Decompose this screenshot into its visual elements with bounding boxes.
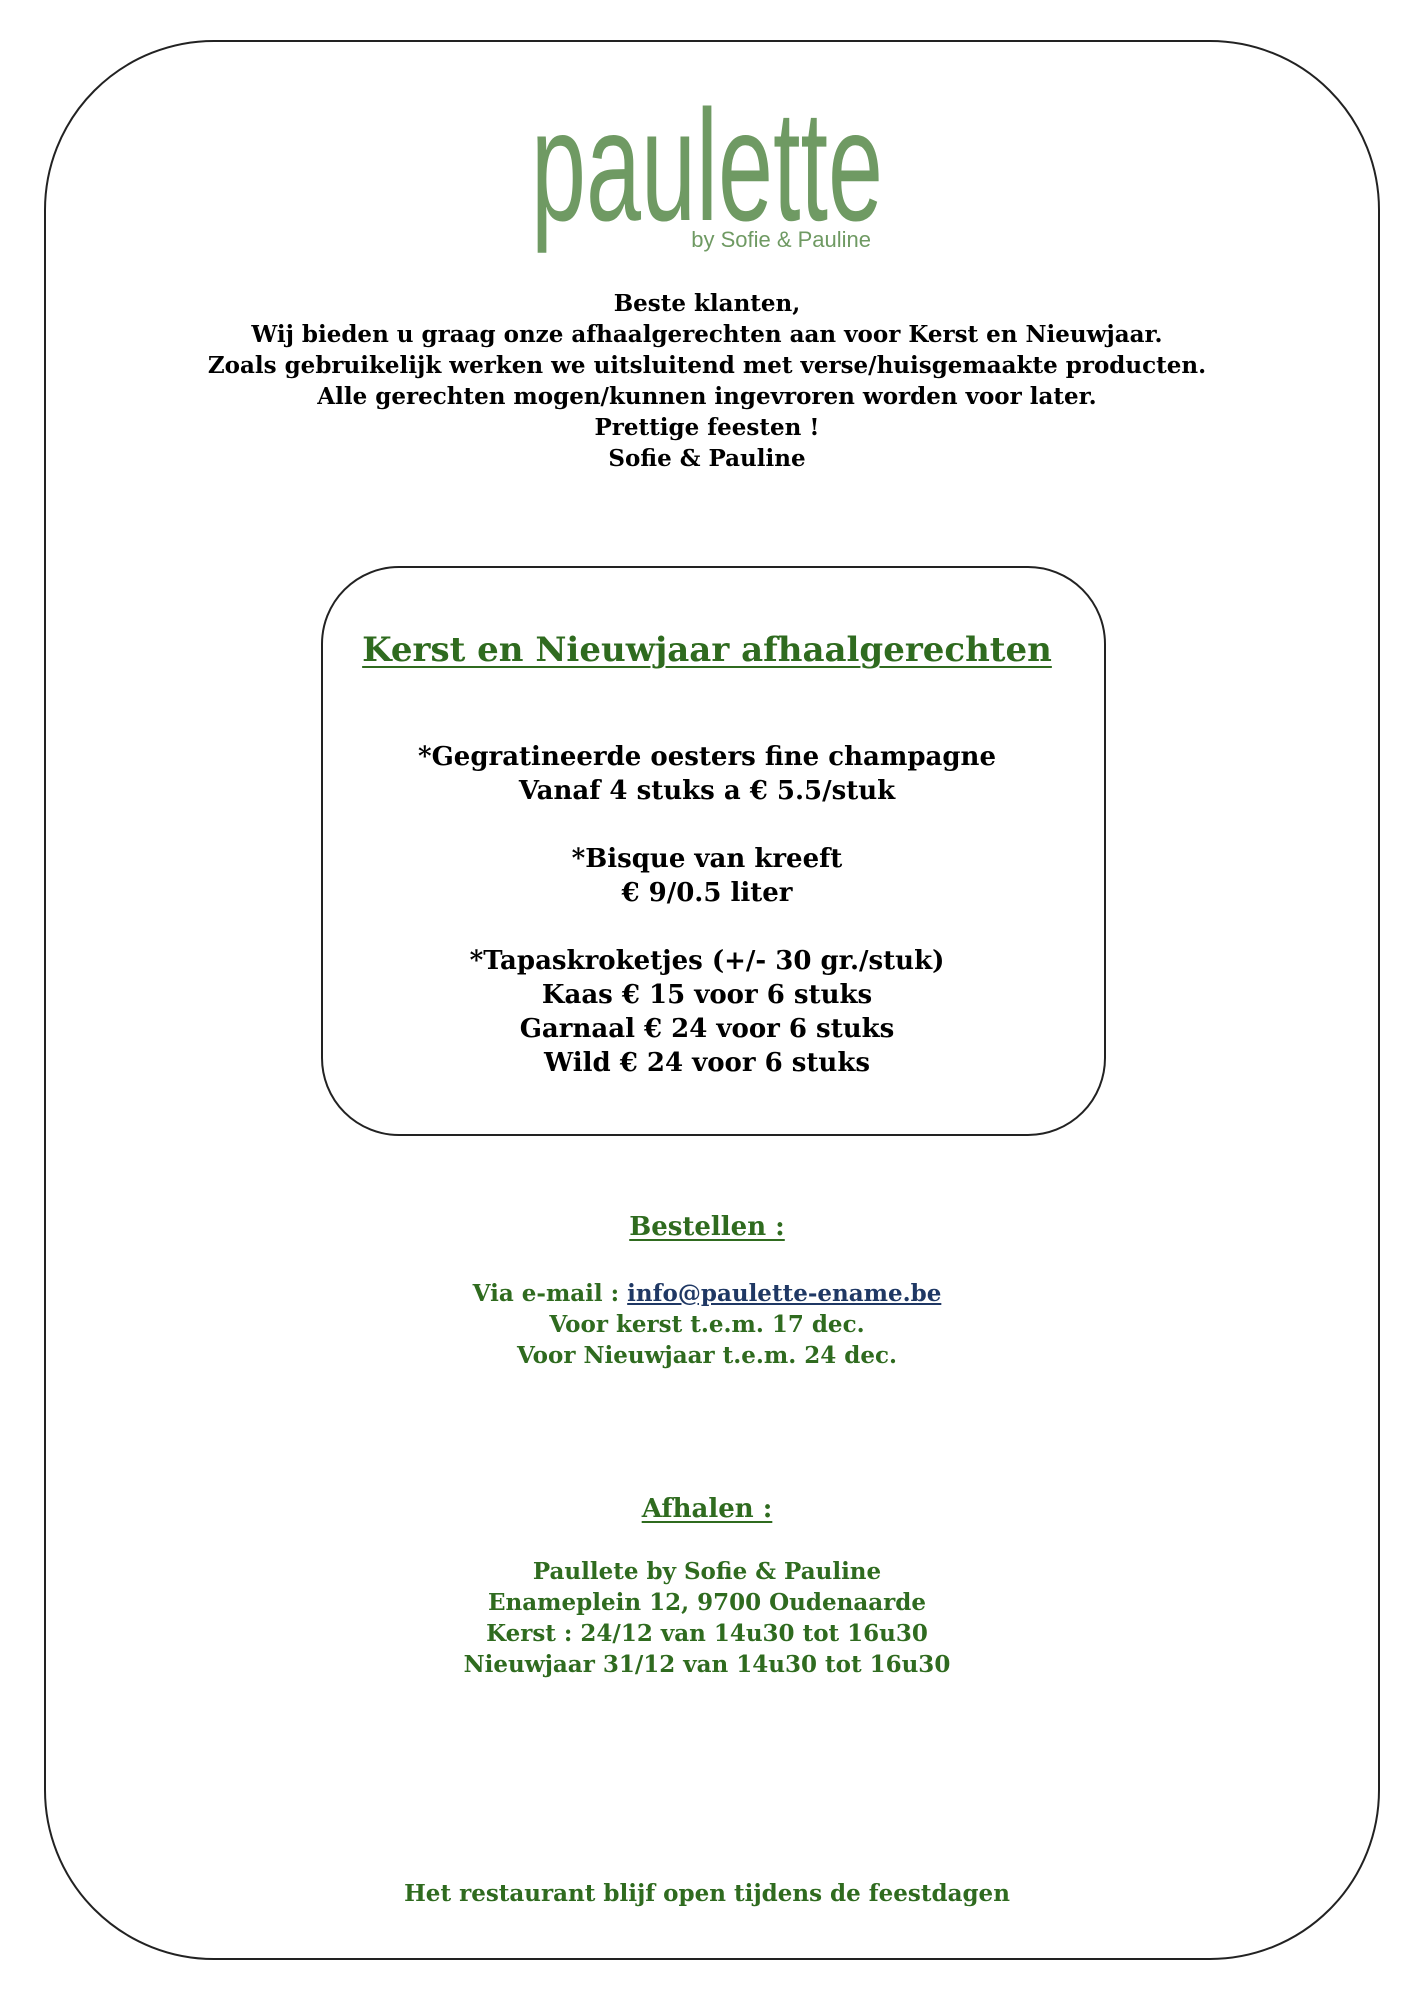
dish-detail: Vanaf 4 stuks a € 5.5/stuk bbox=[518, 776, 896, 806]
dish-detail: Wild € 24 voor 6 stuks bbox=[544, 1048, 870, 1078]
intro-line: Alle gerechten mogen/kunnen ingevroren worden voor later. bbox=[317, 383, 1097, 410]
dish-name: *Tapaskroketjes (+/- 30 gr./stuk) bbox=[469, 946, 945, 976]
intro-line: Zoals gebruikelijk werken we uitsluitend met verse/huisgemaakte producten. bbox=[207, 352, 1207, 379]
dish-item bbox=[0, 740, 1414, 808]
dish-item bbox=[0, 944, 1414, 1080]
dish-item bbox=[0, 842, 1414, 910]
pickup-line: Paullete by Sofie & Pauline bbox=[532, 1558, 882, 1585]
logo-wordmark: paulette bbox=[531, 78, 883, 254]
order-deadline: Voor Nieuwjaar t.e.m. 24 dec. bbox=[516, 1342, 898, 1369]
pickup-line: Enameplein 12, 9700 Oudenaarde bbox=[488, 1589, 926, 1616]
email-line bbox=[0, 1278, 1414, 1309]
paulette-logo bbox=[0, 70, 1414, 260]
dish-list bbox=[0, 740, 1414, 1114]
logo-tagline: by Sofie & Pauline bbox=[691, 227, 871, 252]
email-link[interactable]: info@paulette-ename.be bbox=[627, 1280, 942, 1307]
dish-name: *Bisque van kreeft bbox=[571, 844, 843, 874]
pickup-info bbox=[0, 1556, 1414, 1680]
intro-line: Beste klanten, bbox=[613, 290, 801, 317]
dish-detail: € 9/0.5 liter bbox=[621, 878, 793, 908]
intro-line: Prettige feesten ! bbox=[594, 414, 820, 441]
pickup-line: Nieuwjaar 31/12 van 14u30 tot 16u30 bbox=[463, 1651, 951, 1678]
pickup-heading: Afhalen : bbox=[641, 1494, 773, 1524]
dish-detail: Garnaal € 24 voor 6 stuks bbox=[519, 1014, 895, 1044]
order-info bbox=[0, 1278, 1414, 1371]
intro-message bbox=[0, 288, 1414, 474]
footer-note: Het restaurant blijf open tijdens de feestdagen bbox=[404, 1880, 1010, 1907]
dish-name: *Gegratineerde oesters fine champagne bbox=[417, 742, 997, 772]
menu-title: Kerst en Nieuwjaar afhaalgerechten bbox=[362, 630, 1052, 670]
pickup-line: Kerst : 24/12 van 14u30 tot 16u30 bbox=[486, 1620, 928, 1647]
intro-line: Wij bieden u graag onze afhaalgerechten aan voor Kerst en Nieuwjaar. bbox=[251, 321, 1163, 348]
intro-line: Sofie & Pauline bbox=[608, 445, 806, 472]
dish-detail: Kaas € 15 voor 6 stuks bbox=[541, 980, 873, 1010]
order-heading: Bestellen : bbox=[629, 1212, 785, 1242]
order-deadline: Voor kerst t.e.m. 17 dec. bbox=[549, 1311, 865, 1338]
email-label: Via e-mail : bbox=[472, 1280, 628, 1307]
